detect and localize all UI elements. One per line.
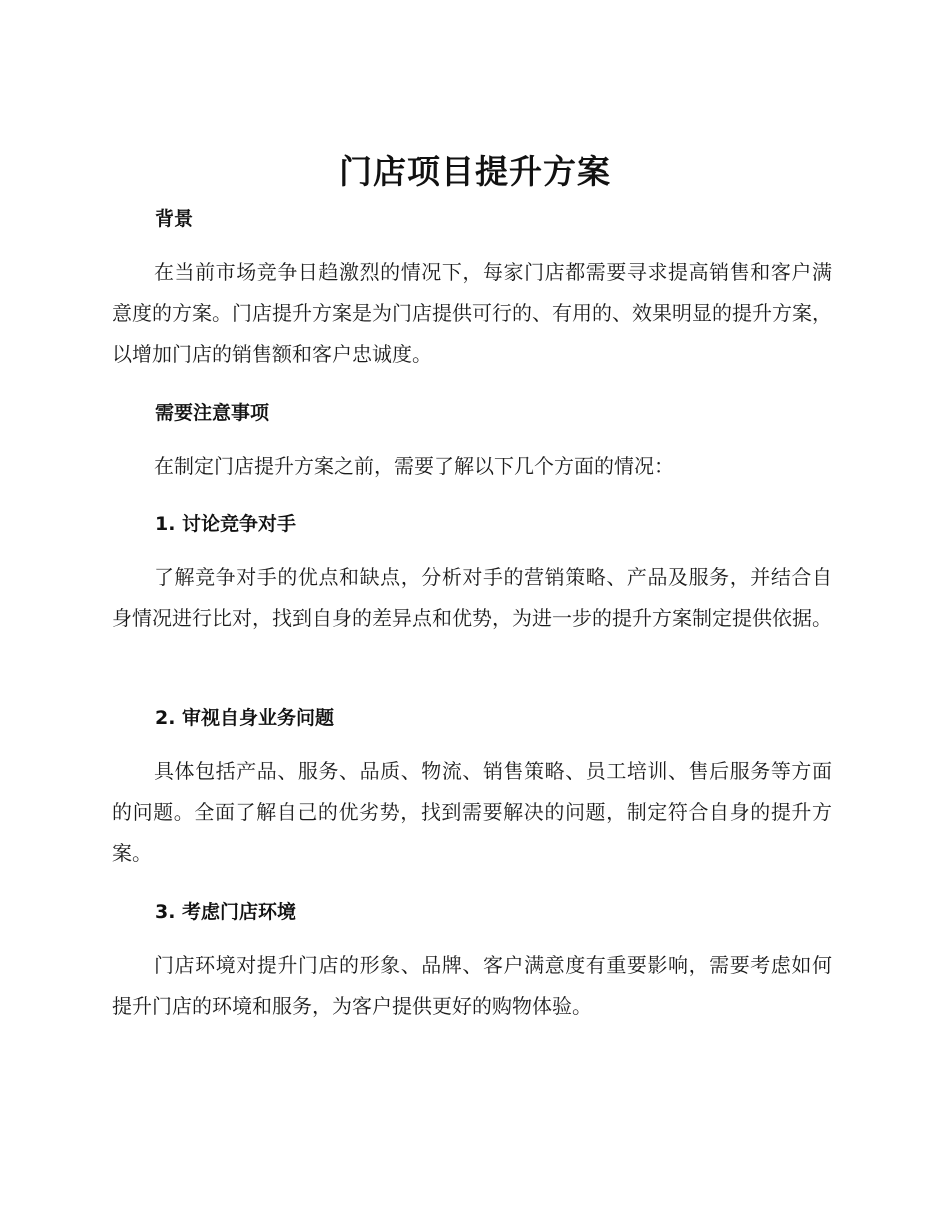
section-heading-notes: 需要注意事项 — [155, 402, 270, 424]
section-paragraph-notes: 在制定门店提升方案之前，需要了解以下几个方面的情况： — [154, 454, 674, 478]
section-heading-background: 背景 — [155, 208, 194, 230]
section-heading-business-issues: 2. 审视自身业务问题 — [155, 707, 335, 729]
section-heading-competitors: 1. 讨论竞争对手 — [155, 513, 297, 535]
section-paragraph-store-environment: 门店环境对提升门店的形象、品牌、客户满意度有重要影响，需要考虑如何提升门店的环境和服务，为客户提供更好的购物体验。 — [112, 953, 832, 1018]
section-heading-store-environment: 3. 考虑门店环境 — [155, 901, 297, 923]
document-title: 门店项目提升方案 — [339, 152, 611, 191]
section-paragraph-background: 在当前市场竞争日趋激烈的情况下，每家门店都需要寻求提高销售和客户满意度的方案。门店提升方案是为门店提供可行的、有用的、效果明显的提升方案，以增加门店的销售额和客户忠诚度。 — [112, 260, 832, 366]
section-paragraph-competitors: 了解竞争对手的优点和缺点，分析对手的营销策略、产品及服务，并结合自身情况进行比对，找到自身的差异点和优势，为进一步的提升方案制定提供依据。 — [112, 565, 832, 630]
section-paragraph-business-issues: 具体包括产品、服务、品质、物流、销售策略、员工培训、售后服务等方面的问题。全面了解自己的优劣势，找到需要解决的问题，制定符合自身的提升方案。 — [112, 759, 832, 865]
